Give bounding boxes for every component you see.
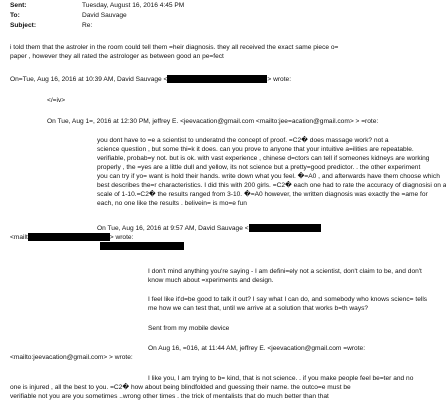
- subject-value: Re:: [82, 22, 93, 29]
- reply-header-4-mailto: <mailto:jeevacation@gmail.com> > wrote:: [10, 354, 133, 361]
- para-4-line-2: one is injured , all the best to you. =C2� how about being blindfolded and guessing their name. the outco=e must be: [10, 384, 351, 391]
- sent-from-mobile: Sent from my mobile device: [148, 325, 230, 332]
- to-value: David Sauvage: [82, 12, 127, 19]
- para-1-line-1: i told them that the astroler in the room could tell them =heir diagnosis. they all received the exact same piece o=: [10, 44, 339, 51]
- quote-1-line-4: properly , the =yes are a little dull and yellow, its not science but a pretty=good predictor. . the other experiment: [97, 164, 421, 171]
- quote-1-line-5: you can try if yo= want is hold their hands. write down what you feel. �=A0 , and afterwards have them choose which: [97, 173, 440, 180]
- reply-header-2: On Tue, Aug 1=, 2016 at 12:30 PM, jeffrey E. <jeevacation@gmail.com <mailto:jee=acation@gmail.com> > =rote:: [47, 118, 379, 125]
- redaction-box: [249, 224, 321, 232]
- sent-value: Tuesday, August 16, 2016 4:45 PM: [82, 2, 185, 9]
- reply-header-4: On Aug 16, =016, at 11:44 AM, jeffrey E. <jeevacation@gmail.com =wrote:: [148, 345, 366, 352]
- redaction-box: [28, 233, 110, 241]
- quote-1-line-2: science question , but some thi=k it does. can you prove to anyone that your intuitive a=ilities are repeatable.: [97, 146, 414, 153]
- reply-header-3-suffix: > wrote:: [109, 233, 134, 241]
- quote-1-line-6: best describes the=r characteristics. I did this with 200 girls. =C2� each one had to rate the accuracy of diagnosisi on a: [97, 182, 446, 189]
- para-4-line-3: verifiable not you are you sometimes ..wrong other times . the trick of mentalists that do much better than that: [10, 393, 329, 400]
- sent-label: Sent:: [10, 2, 27, 9]
- para-3-line-2: me how we can test that, until we arrive at a solution that works b=th ways?: [148, 305, 369, 312]
- para-1-line-2: paper , however they all rated the astrologer as between good an pe=fect: [10, 53, 224, 60]
- quote-1-line-1: you dont have to =e a scientist to underatnd the concept of proof. =C2� does massage work? not a: [97, 137, 389, 144]
- quote-1-line-7: scale of 1-10.=C2� the results ranged from 3-10. �=A0 however, the written diagnosis was exactly the =ame for: [97, 191, 428, 198]
- reply-header-3-prefix: On Tue, Aug 16, 2016 at 9:57 AM, David Sauvage <: [97, 224, 249, 232]
- quote-1-line-8: each, no one like the results . belivein= is mo=e fun: [97, 200, 247, 207]
- to-label: To:: [10, 12, 20, 19]
- reply-header-1: [10, 75, 291, 84]
- header-to-row: [10, 12, 127, 22]
- para-2-line-1: I don't mind anything you're saying - I am defini=ely not a scientist, don't claim to be, and don't: [148, 268, 422, 275]
- reply-header-1-suffix: > wrote:: [267, 75, 292, 83]
- redaction-box: [167, 75, 267, 83]
- subject-label: Subject:: [10, 22, 37, 29]
- quote-1-line-3: verifiable, probab=y not. but is ok. with vast experience , chinese d=ctors can tell if someones kidneys are working: [97, 155, 430, 162]
- redaction-row: [100, 242, 184, 251]
- para-3-line-1: I feel like it'd=be good to talk it out? I say what I can do, and somebody who knows scienc= tells: [148, 296, 428, 303]
- header-sent-row: [10, 2, 184, 12]
- header-subject-row: [10, 22, 92, 32]
- reply-header-3-mailto-text: <mailt: [10, 233, 28, 241]
- div-tag-text: </=iv>: [47, 97, 66, 104]
- para-4-line-1: I like you, I am trying to b= kind, that is not science. . if you make people feel be=ter and no: [148, 375, 414, 382]
- para-2-line-2: know much about =xperiments and design.: [148, 277, 274, 284]
- reply-header-1-prefix: On=Tue, Aug 16, 2016 at 10:39 AM, David Sauvage <: [10, 75, 168, 83]
- redaction-box: [100, 242, 184, 250]
